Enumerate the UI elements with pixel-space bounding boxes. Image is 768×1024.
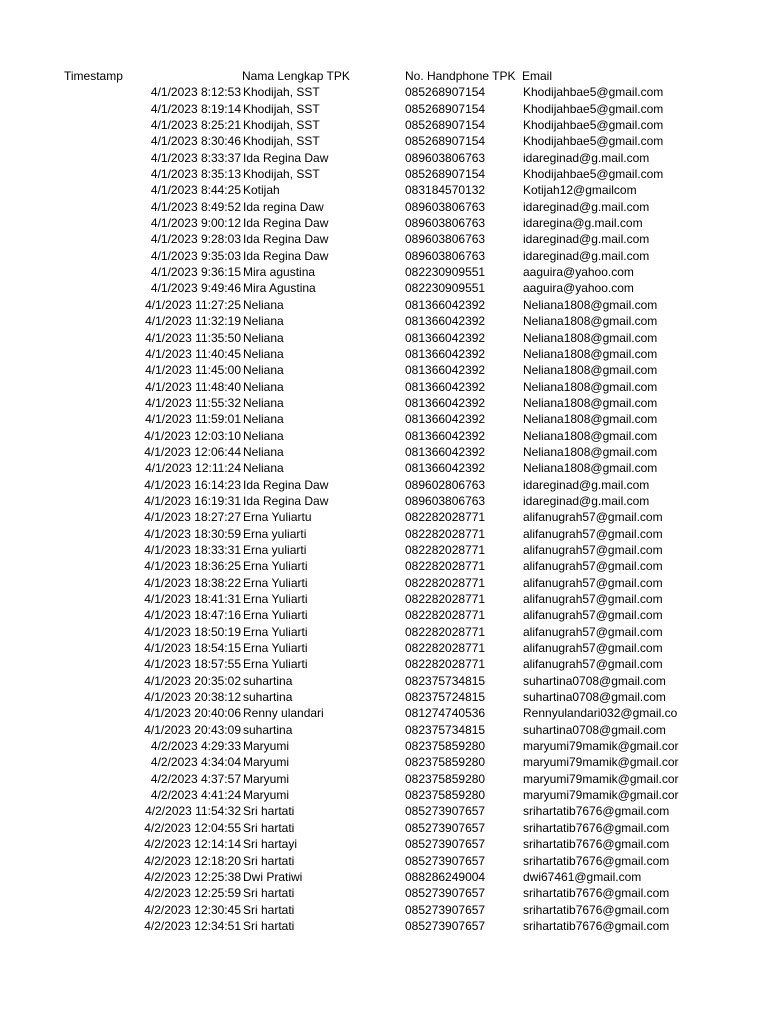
cell-email: suhartina0708@gmail.com xyxy=(523,673,666,688)
cell-timestamp: 4/1/2023 18:47:16 xyxy=(144,608,241,623)
table-row xyxy=(0,705,768,721)
cell-name: Neliana xyxy=(243,297,284,312)
table-row xyxy=(0,918,768,934)
cell-timestamp: 4/1/2023 18:50:19 xyxy=(144,624,241,639)
cell-name: Ida regina Daw xyxy=(243,199,324,214)
cell-name: Ida Regina Daw xyxy=(243,150,329,165)
table-row xyxy=(0,101,768,117)
cell-name: Khodijah, SST xyxy=(243,101,320,116)
cell-email: alifanugrah57@gmail.com xyxy=(523,559,663,574)
table-row xyxy=(0,166,768,182)
cell-name: Erna Yuliarti xyxy=(243,559,308,574)
cell-name: Neliana xyxy=(243,395,284,410)
cell-timestamp: 4/1/2023 11:55:32 xyxy=(145,395,241,410)
header-phone: No. Handphone TPK xyxy=(405,69,516,83)
cell-email: alifanugrah57@gmail.com xyxy=(523,542,663,557)
cell-name: Dwi Pratiwi xyxy=(243,869,303,884)
cell-name: Neliana xyxy=(243,428,284,443)
cell-timestamp: 4/1/2023 11:48:40 xyxy=(145,379,241,394)
cell-timestamp: 4/1/2023 8:44:25 xyxy=(150,183,241,198)
cell-phone: 082282028771 xyxy=(405,641,486,656)
table-row xyxy=(0,117,768,133)
cell-email: maryumi79mamik@gmail.cor xyxy=(523,788,679,803)
cell-name: Mira agustina xyxy=(243,265,316,280)
cell-email: Neliana1808@gmail.com xyxy=(523,428,658,443)
cell-email: aaguira@yahoo.com xyxy=(523,281,634,296)
cell-phone: 089602806763 xyxy=(405,477,486,492)
cell-timestamp: 4/1/2023 16:19:31 xyxy=(144,493,241,508)
cell-phone: 089603806763 xyxy=(405,150,486,165)
table-row xyxy=(0,199,768,215)
table-row xyxy=(0,526,768,542)
cell-email: Neliana1808@gmail.com xyxy=(523,314,658,329)
cell-email: srihartatib7676@gmail.com xyxy=(523,837,670,852)
table-row xyxy=(0,607,768,623)
cell-name: Neliana xyxy=(243,346,284,361)
table-row xyxy=(0,264,768,280)
cell-email: Khodijahbae5@gmail.com xyxy=(523,167,664,182)
cell-name: Khodijah, SST xyxy=(243,167,320,182)
table-row xyxy=(0,493,768,509)
cell-name: Neliana xyxy=(243,363,284,378)
cell-phone: 082282028771 xyxy=(405,510,486,525)
cell-timestamp: 4/1/2023 18:54:15 xyxy=(144,641,241,656)
cell-email: Khodijahbae5@gmail.com xyxy=(523,101,664,116)
cell-timestamp: 4/1/2023 9:36:15 xyxy=(150,265,241,280)
cell-timestamp: 4/2/2023 12:25:38 xyxy=(144,869,241,884)
table-row xyxy=(0,460,768,476)
cell-email: Kotijah12@gmailcom xyxy=(523,183,637,198)
cell-timestamp: 4/1/2023 9:49:46 xyxy=(150,281,241,296)
cell-phone: 085273907657 xyxy=(405,918,486,933)
cell-email: Neliana1808@gmail.com xyxy=(523,297,658,312)
cell-timestamp: 4/1/2023 8:25:21 xyxy=(150,118,241,133)
table-row xyxy=(0,346,768,362)
cell-name: Neliana xyxy=(243,314,284,329)
cell-timestamp: 4/2/2023 11:54:32 xyxy=(145,804,241,819)
table-row xyxy=(0,869,768,885)
cell-email: srihartatib7676@gmail.com xyxy=(523,804,670,819)
table-row xyxy=(0,803,768,819)
cell-name: Neliana xyxy=(243,330,284,345)
cell-email: Khodijahbae5@gmail.com xyxy=(523,134,664,149)
header-name: Nama Lengkap TPK xyxy=(242,69,350,83)
cell-email: idareginad@g.mail.com xyxy=(523,150,650,165)
cell-timestamp: 4/1/2023 18:57:55 xyxy=(144,657,241,672)
cell-name: Sri hartati xyxy=(243,853,295,868)
cell-email: maryumi79mamik@gmail.cor xyxy=(523,755,679,770)
cell-timestamp: 4/1/2023 18:30:59 xyxy=(144,526,241,541)
cell-email: Neliana1808@gmail.com xyxy=(523,461,658,476)
cell-name: Sri hartati xyxy=(243,820,295,835)
cell-timestamp: 4/2/2023 12:14:14 xyxy=(144,837,241,852)
cell-email: srihartatib7676@gmail.com xyxy=(523,902,670,917)
cell-email: idareginad@g.mail.com xyxy=(523,199,650,214)
cell-timestamp: 4/1/2023 12:06:44 xyxy=(144,444,241,459)
cell-timestamp: 4/1/2023 9:28:03 xyxy=(150,232,241,247)
cell-email: alifanugrah57@gmail.com xyxy=(523,592,663,606)
cell-phone: 081366042392 xyxy=(405,428,486,443)
table-row xyxy=(0,771,768,787)
cell-phone: 085273907657 xyxy=(405,820,486,835)
cell-timestamp: 4/2/2023 4:41:24 xyxy=(150,788,241,803)
cell-timestamp: 4/1/2023 18:27:27 xyxy=(144,510,241,525)
cell-phone: 082375859280 xyxy=(405,739,486,754)
cell-phone: 085273907657 xyxy=(405,837,486,852)
cell-timestamp: 4/1/2023 8:12:53 xyxy=(150,85,241,100)
cell-email: Rennyulandari032@gmail.co xyxy=(523,706,678,721)
cell-name: Maryumi xyxy=(243,771,290,786)
cell-timestamp: 4/1/2023 11:32:19 xyxy=(145,314,241,329)
cell-timestamp: 4/1/2023 11:40:45 xyxy=(145,346,241,361)
table-row xyxy=(0,297,768,313)
cell-name: Kotijah xyxy=(243,183,280,198)
cell-phone: 082230909551 xyxy=(405,265,486,280)
cell-email: alifanugrah57@gmail.com xyxy=(523,526,663,541)
cell-name: Neliana xyxy=(243,444,284,459)
table-row xyxy=(0,575,768,591)
table-row xyxy=(0,820,768,836)
table-row xyxy=(0,215,768,231)
cell-email: srihartatib7676@gmail.com xyxy=(523,853,670,868)
cell-phone: 082282028771 xyxy=(405,592,486,606)
cell-email: idareginad@g.mail.com xyxy=(523,477,650,492)
cell-phone: 081366042392 xyxy=(405,395,486,410)
cell-email: Neliana1808@gmail.com xyxy=(523,330,658,345)
table-row xyxy=(0,624,768,640)
table-row xyxy=(0,428,768,444)
cell-timestamp: 4/1/2023 9:35:03 xyxy=(150,248,241,263)
cell-phone: 085273907657 xyxy=(405,902,486,917)
cell-timestamp: 4/1/2023 18:38:22 xyxy=(144,575,241,590)
table-row xyxy=(0,558,768,574)
cell-timestamp: 4/2/2023 12:25:59 xyxy=(144,886,241,901)
cell-timestamp: 4/1/2023 16:14:23 xyxy=(144,477,241,492)
cell-phone: 081366042392 xyxy=(405,444,486,459)
cell-email: alifanugrah57@gmail.com xyxy=(523,510,663,525)
cell-email: Khodijahbae5@gmail.com xyxy=(523,118,664,133)
cell-name: Ida Regina Daw xyxy=(243,493,329,508)
table-row xyxy=(0,84,768,100)
cell-phone: 082282028771 xyxy=(405,526,486,541)
cell-phone: 088286249004 xyxy=(405,869,486,884)
cell-timestamp: 4/1/2023 9:00:12 xyxy=(150,216,241,231)
cell-phone: 089603806763 xyxy=(405,232,486,247)
cell-name: Erna Yuliarti xyxy=(243,624,308,639)
table-row xyxy=(0,379,768,395)
cell-email: alifanugrah57@gmail.com xyxy=(523,641,663,656)
cell-phone: 082375734815 xyxy=(405,722,486,737)
cell-timestamp: 4/1/2023 8:33:37 xyxy=(150,150,241,165)
cell-phone: 085268907154 xyxy=(405,101,486,116)
cell-timestamp: 4/1/2023 8:30:46 xyxy=(150,134,241,149)
cell-timestamp: 4/1/2023 11:45:00 xyxy=(145,363,241,378)
table-row xyxy=(0,313,768,329)
cell-phone: 085273907657 xyxy=(405,853,486,868)
cell-email: dwi67461@gmail.com xyxy=(523,869,642,884)
cell-phone: 085268907154 xyxy=(405,134,486,149)
cell-name: Neliana xyxy=(243,379,284,394)
cell-name: Khodijah, SST xyxy=(243,134,320,149)
cell-phone: 082282028771 xyxy=(405,624,486,639)
cell-name: Maryumi xyxy=(243,755,290,770)
cell-email: Neliana1808@gmail.com xyxy=(523,444,658,459)
cell-phone: 082282028771 xyxy=(405,608,486,623)
cell-email: Neliana1808@gmail.com xyxy=(523,379,658,394)
cell-name: Erna Yuliarti xyxy=(243,575,308,590)
cell-phone: 085268907154 xyxy=(405,85,486,100)
cell-name: Sri hartati xyxy=(243,918,295,933)
cell-timestamp: 4/2/2023 12:30:45 xyxy=(144,902,241,917)
table-row xyxy=(0,591,768,607)
cell-email: Neliana1808@gmail.com xyxy=(523,412,658,427)
cell-phone: 082282028771 xyxy=(405,559,486,574)
cell-name: Sri hartati xyxy=(243,804,295,819)
cell-name: Erna yuliarti xyxy=(243,526,307,541)
cell-phone: 089603806763 xyxy=(405,199,486,214)
cell-timestamp: 4/1/2023 20:38:12 xyxy=(144,690,241,705)
cell-email: aaguira@yahoo.com xyxy=(523,265,634,280)
table-row xyxy=(0,722,768,738)
cell-email: idaregina@g.mail.com xyxy=(523,216,643,231)
cell-email: alifanugrah57@gmail.com xyxy=(523,624,663,639)
cell-timestamp: 4/2/2023 12:34:51 xyxy=(144,918,241,933)
cell-phone: 081366042392 xyxy=(405,314,486,329)
cell-phone: 082282028771 xyxy=(405,575,486,590)
table-row xyxy=(0,133,768,149)
cell-name: suhartina xyxy=(243,722,293,737)
cell-name: Neliana xyxy=(243,461,284,476)
header-row xyxy=(0,68,768,84)
table-row xyxy=(0,656,768,672)
cell-phone: 085273907657 xyxy=(405,886,486,901)
cell-name: Neliana xyxy=(243,412,284,427)
cell-timestamp: 4/1/2023 18:41:31 xyxy=(144,592,241,606)
cell-phone: 082230909551 xyxy=(405,281,486,296)
cell-phone: 082282028771 xyxy=(405,542,486,557)
cell-name: Erna Yuliarti xyxy=(243,592,308,606)
cell-phone: 081366042392 xyxy=(405,363,486,378)
cell-email: Neliana1808@gmail.com xyxy=(523,395,658,410)
cell-timestamp: 4/1/2023 20:40:06 xyxy=(144,706,241,721)
cell-phone: 082375859280 xyxy=(405,771,486,786)
spreadsheet xyxy=(0,68,768,934)
table-row xyxy=(0,280,768,296)
cell-timestamp: 4/1/2023 20:43:09 xyxy=(144,722,241,737)
table-row xyxy=(0,673,768,689)
cell-phone: 081366042392 xyxy=(405,297,486,312)
cell-name: Ida Regina Daw xyxy=(243,248,329,263)
cell-name: suhartina xyxy=(243,690,293,705)
cell-name: Erna Yuliarti xyxy=(243,608,308,623)
cell-name: Mira Agustina xyxy=(243,281,316,296)
cell-email: idareginad@g.mail.com xyxy=(523,248,650,263)
table-row xyxy=(0,509,768,525)
table-row xyxy=(0,885,768,901)
cell-email: maryumi79mamik@gmail.cor xyxy=(523,739,679,754)
header-timestamp: Timestamp xyxy=(64,69,123,83)
cell-name: Ida Regina Daw xyxy=(243,232,329,247)
table-row xyxy=(0,787,768,803)
cell-name: Sri hartati xyxy=(243,886,295,901)
cell-name: Erna Yuliartu xyxy=(243,510,312,525)
cell-email: srihartatib7676@gmail.com xyxy=(523,918,670,933)
cell-email: maryumi79mamik@gmail.cor xyxy=(523,771,679,786)
cell-name: Khodijah, SST xyxy=(243,85,320,100)
cell-timestamp: 4/1/2023 8:35:13 xyxy=(150,167,241,182)
cell-name: Erna Yuliarti xyxy=(243,657,308,672)
cell-phone: 081366042392 xyxy=(405,412,486,427)
cell-phone: 081366042392 xyxy=(405,379,486,394)
cell-email: alifanugrah57@gmail.com xyxy=(523,575,663,590)
cell-phone: 085268907154 xyxy=(405,167,486,182)
header-email: Email xyxy=(522,69,553,83)
cell-timestamp: 4/1/2023 11:59:01 xyxy=(145,412,241,427)
table-row xyxy=(0,395,768,411)
cell-email: idareginad@g.mail.com xyxy=(523,493,650,508)
cell-name: Sri hartayi xyxy=(243,837,298,852)
table-row xyxy=(0,362,768,378)
cell-name: Ida Regina Daw xyxy=(243,477,329,492)
cell-name: Maryumi xyxy=(243,788,290,803)
cell-timestamp: 4/1/2023 12:03:10 xyxy=(144,428,241,443)
cell-email: Neliana1808@gmail.com xyxy=(523,346,658,361)
cell-name: Khodijah, SST xyxy=(243,118,320,133)
cell-timestamp: 4/1/2023 12:11:24 xyxy=(145,461,241,476)
table-row xyxy=(0,182,768,198)
table-row xyxy=(0,444,768,460)
cell-name: Maryumi xyxy=(243,739,290,754)
cell-timestamp: 4/2/2023 4:34:04 xyxy=(150,755,241,770)
table-row xyxy=(0,411,768,427)
cell-email: Khodijahbae5@gmail.com xyxy=(523,85,664,100)
cell-timestamp: 4/1/2023 8:19:14 xyxy=(150,101,241,116)
cell-name: Erna Yuliarti xyxy=(243,641,308,656)
cell-name: Renny ulandari xyxy=(243,706,324,721)
cell-phone: 089603806763 xyxy=(405,248,486,263)
table-row xyxy=(0,330,768,346)
cell-name: Erna yuliarti xyxy=(243,542,307,557)
cell-timestamp: 4/2/2023 12:18:20 xyxy=(144,853,241,868)
cell-email: alifanugrah57@gmail.com xyxy=(523,657,663,672)
cell-timestamp: 4/2/2023 4:37:57 xyxy=(150,771,241,786)
cell-timestamp: 4/1/2023 18:36:25 xyxy=(144,559,241,574)
cell-timestamp: 4/2/2023 4:29:33 xyxy=(150,739,241,754)
table-row xyxy=(0,150,768,166)
cell-email: suhartina0708@gmail.com xyxy=(523,722,666,737)
cell-phone: 082375859280 xyxy=(405,788,486,803)
cell-email: Neliana1808@gmail.com xyxy=(523,363,658,378)
table-row xyxy=(0,248,768,264)
table-row xyxy=(0,836,768,852)
cell-phone: 085273907657 xyxy=(405,804,486,819)
cell-name: Ida Regina Daw xyxy=(243,216,329,231)
cell-phone: 085268907154 xyxy=(405,118,486,133)
cell-phone: 089603806763 xyxy=(405,493,486,508)
cell-timestamp: 4/2/2023 12:04:55 xyxy=(144,820,241,835)
table-row xyxy=(0,542,768,558)
cell-phone: 081274740536 xyxy=(405,706,486,721)
table-row xyxy=(0,738,768,754)
cell-email: alifanugrah57@gmail.com xyxy=(523,608,663,623)
table-row xyxy=(0,902,768,918)
cell-phone: 083184570132 xyxy=(405,183,486,198)
data-rows xyxy=(0,84,768,934)
cell-email: srihartatib7676@gmail.com xyxy=(523,886,670,901)
cell-phone: 081366042392 xyxy=(405,461,486,476)
cell-timestamp: 4/1/2023 18:33:31 xyxy=(144,542,241,557)
cell-name: Sri hartati xyxy=(243,902,295,917)
table-row xyxy=(0,640,768,656)
cell-timestamp: 4/1/2023 11:27:25 xyxy=(145,297,241,312)
table-row xyxy=(0,754,768,770)
cell-phone: 081366042392 xyxy=(405,346,486,361)
cell-phone: 082375734815 xyxy=(405,673,486,688)
table-row xyxy=(0,853,768,869)
cell-name: suhartina xyxy=(243,673,293,688)
cell-phone: 081366042392 xyxy=(405,330,486,345)
cell-phone: 082282028771 xyxy=(405,657,486,672)
cell-phone: 082375724815 xyxy=(405,690,486,705)
cell-timestamp: 4/1/2023 11:35:50 xyxy=(145,330,241,345)
cell-timestamp: 4/1/2023 20:35:02 xyxy=(144,673,241,688)
table-row xyxy=(0,689,768,705)
cell-timestamp: 4/1/2023 8:49:52 xyxy=(150,199,241,214)
table-row xyxy=(0,231,768,247)
cell-email: srihartatib7676@gmail.com xyxy=(523,820,670,835)
cell-phone: 089603806763 xyxy=(405,216,486,231)
cell-phone: 082375859280 xyxy=(405,755,486,770)
cell-email: suhartina0708@gmail.com xyxy=(523,690,666,705)
cell-email: idareginad@g.mail.com xyxy=(523,232,650,247)
table-row xyxy=(0,477,768,493)
